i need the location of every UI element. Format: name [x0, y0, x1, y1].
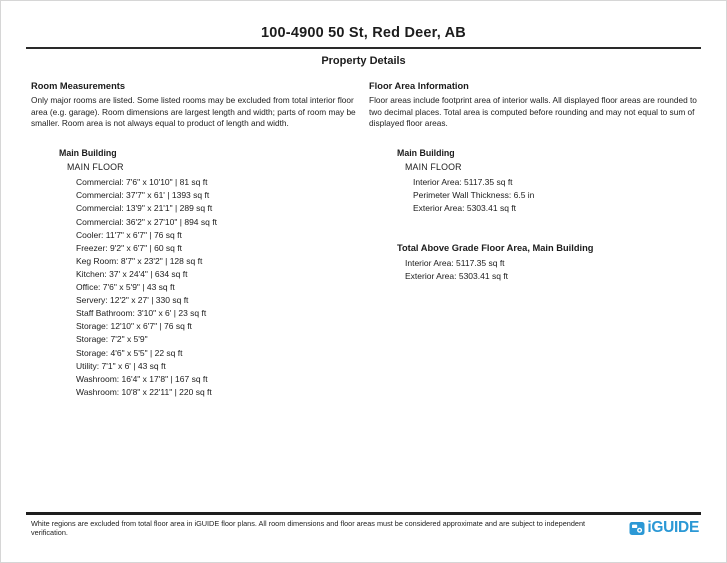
- floor-name: MAIN FLOOR: [405, 162, 462, 173]
- room-measurement-row: Commercial: 13'9" x 21'1" | 289 sq ft: [76, 203, 213, 214]
- iguide-logo-text: iGUIDE: [647, 519, 699, 537]
- room-measurement-row: Commercial: 7'6" x 10'10" | 81 sq ft: [76, 177, 208, 188]
- floor-area-description: Floor areas include footprint area of interior walls. All displayed floor areas are rounded to two decimal places. Total area is computed before rounding and may not equal to sum of displayed floor areas.: [369, 95, 697, 129]
- room-measurement-row: Storage: 12'10" x 6'7" | 76 sq ft: [76, 321, 192, 332]
- title-divider: [26, 47, 701, 49]
- room-measurement-row: Storage: 4'6" x 5'5" | 22 sq ft: [76, 347, 183, 358]
- total-stat-row: Interior Area: 5117.35 sq ft: [405, 258, 505, 269]
- floor-stats-list: [413, 176, 707, 215]
- room-measurement-row: Freezer: 9'2" x 6'7" | 60 sq ft: [76, 242, 182, 253]
- iguide-logo: [629, 520, 699, 536]
- building-name: Main Building: [397, 147, 455, 158]
- footer: [1, 512, 726, 537]
- room-measurement-row: Commercial: 37'7" x 61' | 1393 sq ft: [76, 190, 210, 201]
- page-subtitle: Property Details: [321, 55, 406, 67]
- room-measurements-description: Only major rooms are listed. Some listed rooms may be excluded from total interior floor area (e.g. garage). Room dimensions are largest length and width; parts of room may be smaller. Room area is not always equal to product of length and width.: [31, 95, 356, 129]
- total-floor-area-heading: Total Above Grade Floor Area, Main Building: [397, 242, 594, 253]
- room-measurement-row: Servery: 12'2" x 27' | 330 sq ft: [76, 295, 189, 306]
- floor-stat-row: Exterior Area: 5303.41 sq ft: [413, 203, 517, 214]
- room-measurement-row: Commercial: 36'2" x 27'10" | 894 sq ft: [76, 216, 217, 227]
- floor-area-section: [369, 81, 707, 399]
- room-measurement-row: Office: 7'6" x 5'9" | 43 sq ft: [76, 282, 175, 293]
- floor-stat-row: Perimeter Wall Thickness: 6.5 in: [413, 190, 535, 201]
- footer-divider: [26, 512, 701, 515]
- room-measurement-row: Washroom: 16'4" x 17'8" | 167 sq ft: [76, 373, 208, 384]
- room-measurements-heading: Room Measurements: [31, 81, 126, 91]
- room-measurement-row: Washroom: 10'8" x 22'11" | 220 sq ft: [76, 386, 212, 397]
- room-measurement-row: Utility: 7'1" x 6' | 43 sq ft: [76, 360, 166, 371]
- room-measurement-row: Cooler: 11'7" x 6'7" | 76 sq ft: [76, 229, 182, 240]
- room-list: [76, 176, 369, 399]
- room-measurements-section: [31, 81, 369, 399]
- room-measurement-row: Keg Room: 8'7" x 23'2" | 128 sq ft: [76, 255, 203, 266]
- building-name: Main Building: [59, 147, 117, 158]
- room-measurement-row: Staff Bathroom: 3'10" x 6' | 23 sq ft: [76, 308, 207, 319]
- total-stat-row: Exterior Area: 5303.41 sq ft: [405, 271, 509, 282]
- floor-area-heading: Floor Area Information: [369, 81, 469, 91]
- footer-disclaimer: White regions are excluded from total floor area in iGUIDE floor plans. All room dimensions and floor areas must be considered approximate and are subject to independent verification.: [31, 519, 586, 537]
- content-columns: [31, 81, 701, 399]
- page-title: 100-4900 50 St, Red Deer, AB: [261, 25, 466, 41]
- room-measurements-building-block: [59, 148, 369, 399]
- total-floor-area-block: [397, 243, 707, 284]
- room-measurement-row: Kitchen: 37' x 24'4" | 634 sq ft: [76, 268, 188, 279]
- floor-area-building-block: [397, 148, 707, 216]
- iguide-camera-icon: [629, 521, 645, 536]
- floor-stat-row: Interior Area: 5117.35 sq ft: [413, 177, 513, 188]
- total-stats-list: [405, 257, 707, 283]
- room-measurement-row: Storage: 7'2" x 5'9": [76, 334, 148, 345]
- floor-name: MAIN FLOOR: [67, 162, 124, 173]
